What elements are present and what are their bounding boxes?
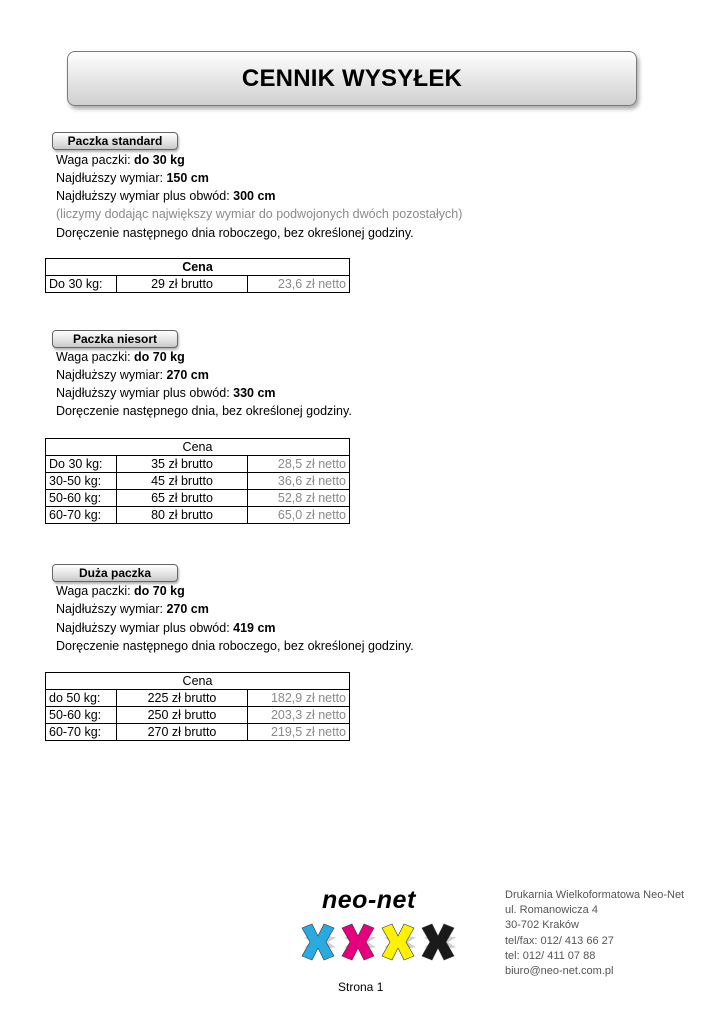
weight-cell: Do 30 kg: <box>46 276 117 293</box>
price-table <box>45 258 350 293</box>
title-banner <box>67 51 637 106</box>
net-price-cell: 52,8 zł netto <box>248 490 350 507</box>
table-row <box>46 507 350 524</box>
table-header: Cena <box>46 439 350 456</box>
address-line: 30-702 Kraków <box>505 919 579 932</box>
page-number: Strona 1 <box>338 980 384 994</box>
net-price-cell: 36,6 zł netto <box>248 473 350 490</box>
info-line: Waga paczki: do 70 kg <box>56 584 185 598</box>
gross-price-cell: 45 zł brutto <box>117 473 248 490</box>
net-price-cell: 182,9 zł netto <box>248 690 350 707</box>
cyan-cross-icon <box>302 924 334 960</box>
magenta-cross-icon <box>342 924 374 960</box>
info-line: Najdłuższy wymiar plus obwód: 330 cm <box>56 386 276 400</box>
weight-cell: 60-70 kg: <box>46 507 117 524</box>
address-line: tel: 012/ 411 07 88 <box>505 949 596 962</box>
table-row <box>46 276 350 293</box>
table-header: Cena <box>46 673 350 690</box>
weight-cell: Do 30 kg: <box>46 456 117 473</box>
address-line: tel/fax: 012/ 413 66 27 <box>505 934 614 947</box>
table-row <box>46 690 350 707</box>
info-line: Najdłuższy wymiar: 270 cm <box>56 368 209 382</box>
section-label: Paczka niesort <box>52 330 178 348</box>
table-header: Cena <box>46 259 350 276</box>
info-note: (liczymy dodając największy wymiar do podwojonych dwóch pozostałych) <box>56 207 463 221</box>
black-cross-icon <box>422 924 454 960</box>
info-line: Doręczenie następnego dnia roboczego, bez określonej godziny. <box>56 639 414 653</box>
info-line: Doręczenie następnego dnia roboczego, bez określonej godziny. <box>56 226 414 240</box>
gross-price-cell: 29 zł brutto <box>117 276 248 293</box>
gross-price-cell: 80 zł brutto <box>117 507 248 524</box>
info-line: Waga paczki: do 30 kg <box>56 153 185 167</box>
table-row <box>46 707 350 724</box>
info-line: Najdłuższy wymiar plus obwód: 300 cm <box>56 189 276 203</box>
net-price-cell: 65,0 zł netto <box>248 507 350 524</box>
info-line: Najdłuższy wymiar plus obwód: 419 cm <box>56 621 276 635</box>
info-line: Najdłuższy wymiar: 150 cm <box>56 171 209 185</box>
table-row <box>46 724 350 741</box>
address-line: ul. Romanowicza 4 <box>505 904 598 917</box>
net-price-cell: 23,6 zł netto <box>248 276 350 293</box>
yellow-cross-icon <box>382 924 414 960</box>
gross-price-cell: 270 zł brutto <box>117 724 248 741</box>
net-price-cell: 219,5 zł netto <box>248 724 350 741</box>
weight-cell: 50-60 kg: <box>46 707 117 724</box>
info-line: Doręczenie następnego dnia, bez określonej godziny. <box>56 404 352 418</box>
gross-price-cell: 225 zł brutto <box>117 690 248 707</box>
page-title: CENNIK WYSYŁEK <box>241 64 463 92</box>
section-label: Paczka standard <box>52 132 178 150</box>
table-row <box>46 490 350 507</box>
cmyk-crosses-icon <box>296 922 458 978</box>
gross-price-cell: 35 zł brutto <box>117 456 248 473</box>
weight-cell: 50-60 kg: <box>46 490 117 507</box>
weight-cell: do 50 kg: <box>46 690 117 707</box>
price-table <box>45 438 350 524</box>
email-line: biuro@neo-net.com.pl <box>505 965 614 978</box>
table-row <box>46 456 350 473</box>
address-line: Drukarnia Wielkoformatowa Neo-Net <box>505 889 685 901</box>
weight-cell: 60-70 kg: <box>46 724 117 741</box>
net-price-cell: 28,5 zł netto <box>248 456 350 473</box>
gross-price-cell: 65 zł brutto <box>117 490 248 507</box>
weight-cell: 30-50 kg: <box>46 473 117 490</box>
info-line: Waga paczki: do 70 kg <box>56 350 185 364</box>
table-row <box>46 473 350 490</box>
company-address <box>505 888 684 979</box>
section-label: Duża paczka <box>52 564 178 582</box>
price-table <box>45 672 350 741</box>
net-price-cell: 203,3 zł netto <box>248 707 350 724</box>
info-line: Najdłuższy wymiar: 270 cm <box>56 602 209 616</box>
logo-text: neo-net <box>322 886 416 914</box>
gross-price-cell: 250 zł brutto <box>117 707 248 724</box>
